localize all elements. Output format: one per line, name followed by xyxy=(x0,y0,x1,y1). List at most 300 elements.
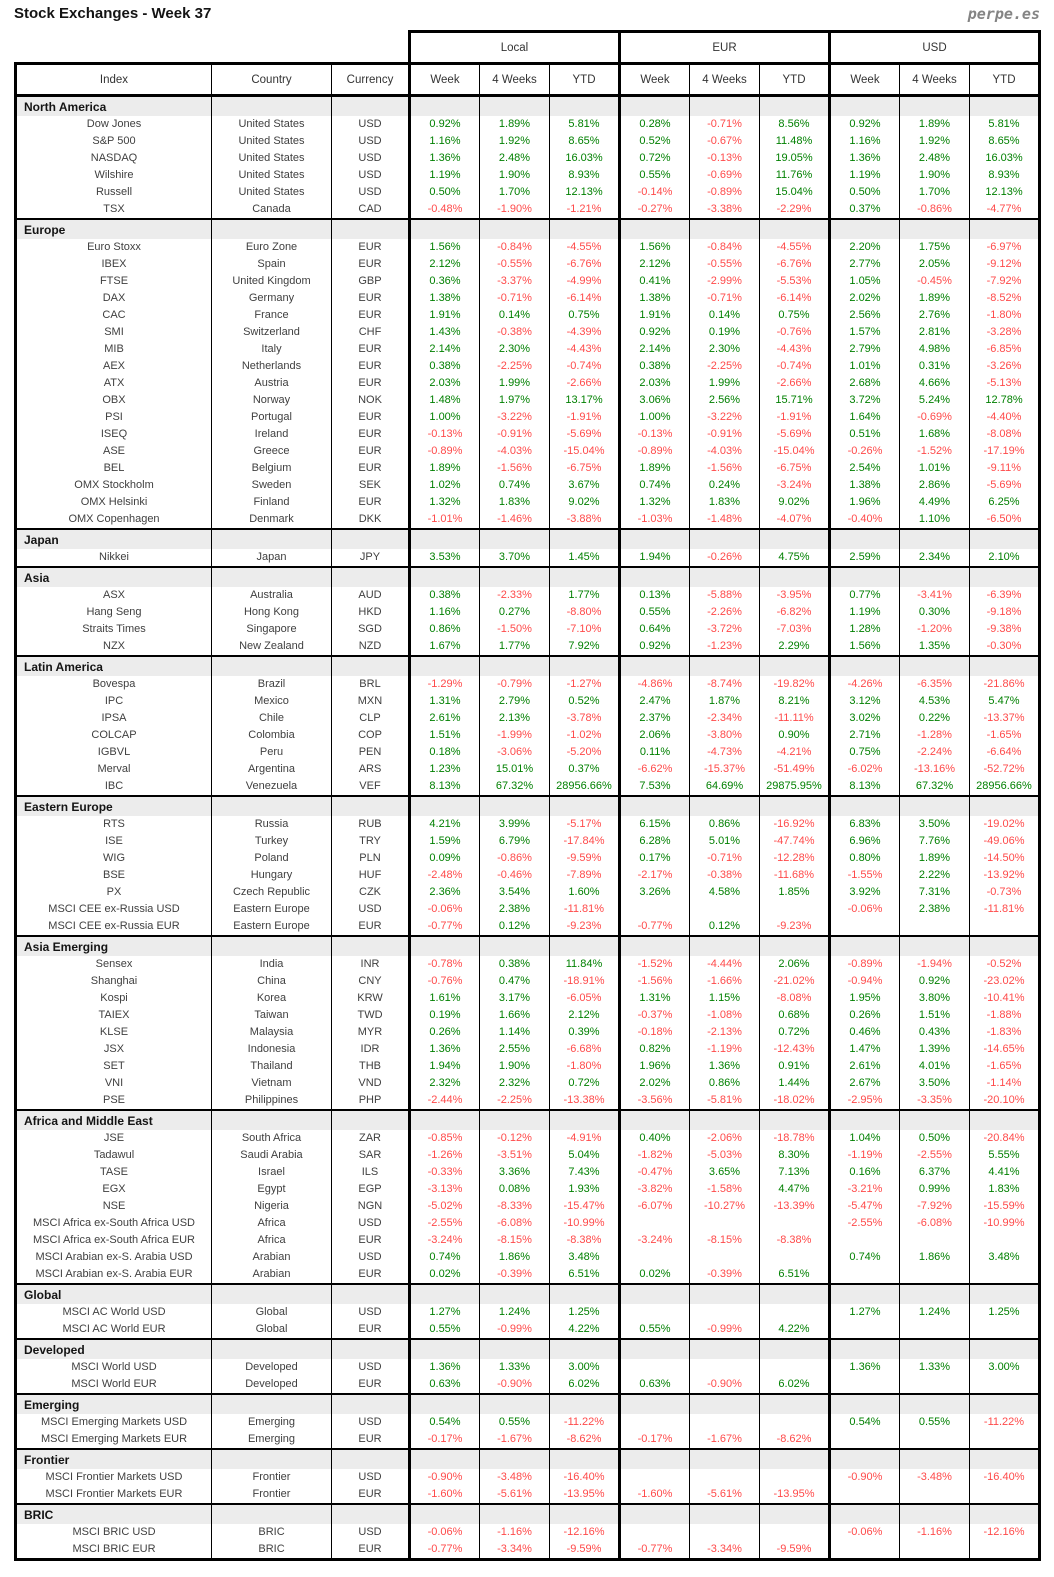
section-cell xyxy=(760,567,830,587)
value-cell: -47.74% xyxy=(760,833,830,850)
value-cell: -0.27% xyxy=(620,201,690,219)
value-cell: 0.82% xyxy=(620,1041,690,1058)
value-cell: 0.43% xyxy=(900,1024,970,1041)
value-cell: -2.25% xyxy=(480,1092,550,1110)
value-cell: 2.55% xyxy=(480,1041,550,1058)
section-cell xyxy=(480,936,550,956)
value-cell: -1.56% xyxy=(620,973,690,990)
value-cell: -4.26% xyxy=(830,676,900,693)
table-row xyxy=(16,358,1040,375)
value-cell: 11.76% xyxy=(760,167,830,184)
value-cell: 1.01% xyxy=(900,460,970,477)
value-cell: 1.66% xyxy=(480,1007,550,1024)
table-row xyxy=(16,693,1040,710)
value-cell: 1.83% xyxy=(690,494,760,511)
currency-cell: USD xyxy=(332,1469,410,1486)
section-cell xyxy=(760,936,830,956)
value-cell: 11.84% xyxy=(550,956,620,973)
value-cell: 5.01% xyxy=(690,833,760,850)
value-cell: -11.81% xyxy=(970,901,1040,918)
table-row xyxy=(16,290,1040,307)
section-cell xyxy=(690,1394,760,1414)
value-cell: -2.44% xyxy=(410,1092,480,1110)
value-cell: -3.22% xyxy=(480,409,550,426)
value-cell: 2.61% xyxy=(830,1058,900,1075)
column-header-index: Index xyxy=(16,64,212,96)
table-row xyxy=(16,409,1040,426)
column-header-week: Week xyxy=(620,64,690,96)
value-cell: -3.24% xyxy=(410,1232,480,1249)
currency-cell: JPY xyxy=(332,549,410,567)
value-cell: 8.65% xyxy=(970,133,1040,150)
currency-cell: EUR xyxy=(332,426,410,443)
table-row xyxy=(16,1541,1040,1560)
section-cell xyxy=(760,656,830,676)
value-cell: -0.18% xyxy=(620,1024,690,1041)
value-cell: -0.86% xyxy=(900,201,970,219)
section-cell xyxy=(620,1284,690,1304)
section-cell xyxy=(212,1504,332,1524)
value-cell: -1.94% xyxy=(900,956,970,973)
value-cell: -3.24% xyxy=(760,477,830,494)
value-cell xyxy=(690,901,760,918)
index-cell: MSCI CEE ex-Russia USD xyxy=(16,901,212,918)
value-cell: -51.49% xyxy=(760,761,830,778)
section-cell xyxy=(970,1394,1040,1414)
index-cell: VNI xyxy=(16,1075,212,1092)
value-cell: 1.89% xyxy=(900,850,970,867)
table-row xyxy=(16,884,1040,901)
section-cell xyxy=(332,1284,410,1304)
value-cell: -11.68% xyxy=(760,867,830,884)
section-cell xyxy=(410,529,480,549)
currency-cell: EUR xyxy=(332,1431,410,1449)
value-cell: -1.56% xyxy=(480,460,550,477)
value-cell: 1.56% xyxy=(620,239,690,256)
table-row xyxy=(16,850,1040,867)
value-cell: -5.02% xyxy=(410,1198,480,1215)
currency-cell: EUR xyxy=(332,239,410,256)
value-cell: 4.75% xyxy=(760,549,830,567)
country-cell: Canada xyxy=(212,201,332,219)
value-cell: -5.81% xyxy=(690,1092,760,1110)
section-cell xyxy=(970,1110,1040,1130)
section-cell xyxy=(212,1284,332,1304)
value-cell: 0.38% xyxy=(620,358,690,375)
value-cell: 1.94% xyxy=(410,1058,480,1075)
value-cell: -0.84% xyxy=(480,239,550,256)
value-cell: -8.74% xyxy=(690,676,760,693)
value-cell: 0.12% xyxy=(480,918,550,936)
currency-cell: EUR xyxy=(332,1541,410,1560)
section-cell xyxy=(480,1110,550,1130)
section-cell xyxy=(690,529,760,549)
value-cell: -0.84% xyxy=(690,239,760,256)
country-cell: BRIC xyxy=(212,1541,332,1560)
index-cell: COLCAP xyxy=(16,727,212,744)
section-cell xyxy=(620,936,690,956)
section-name: Developed xyxy=(16,1339,212,1359)
value-cell: 0.16% xyxy=(830,1164,900,1181)
value-cell: 2.03% xyxy=(620,375,690,392)
currency-cell: EUR xyxy=(332,358,410,375)
value-cell: -4.40% xyxy=(970,409,1040,426)
value-cell xyxy=(900,1486,970,1504)
index-cell: OMX Copenhagen xyxy=(16,511,212,529)
index-cell: MSCI Emerging Markets USD xyxy=(16,1414,212,1431)
value-cell xyxy=(900,1376,970,1394)
section-cell xyxy=(970,96,1040,117)
currency-cell: USD xyxy=(332,1524,410,1541)
currency-cell: SGD xyxy=(332,621,410,638)
table-row xyxy=(16,1486,1040,1504)
value-cell: -0.90% xyxy=(410,1469,480,1486)
value-cell: -0.91% xyxy=(480,426,550,443)
value-cell: -1.65% xyxy=(970,727,1040,744)
value-cell xyxy=(830,1431,900,1449)
value-cell: -1.80% xyxy=(550,1058,620,1075)
value-cell: 2.02% xyxy=(620,1075,690,1092)
value-cell: 0.12% xyxy=(690,918,760,936)
value-cell xyxy=(970,918,1040,936)
section-cell xyxy=(480,1284,550,1304)
value-cell: 12.13% xyxy=(970,184,1040,201)
value-cell xyxy=(830,918,900,936)
value-cell: 0.51% xyxy=(830,426,900,443)
column-header-4-weeks: 4 Weeks xyxy=(690,64,760,96)
value-cell: 1.16% xyxy=(830,133,900,150)
value-cell: 1.36% xyxy=(690,1058,760,1075)
value-cell: -0.86% xyxy=(480,850,550,867)
value-cell: 28956.66% xyxy=(970,778,1040,796)
table-row xyxy=(16,1164,1040,1181)
table-row xyxy=(16,1524,1040,1541)
section-cell xyxy=(690,1504,760,1524)
value-cell: -0.40% xyxy=(830,511,900,529)
section-cell xyxy=(550,219,620,239)
value-cell: -1.48% xyxy=(690,511,760,529)
value-cell: -0.71% xyxy=(480,290,550,307)
value-cell: -13.95% xyxy=(550,1486,620,1504)
section-cell xyxy=(970,567,1040,587)
section-cell xyxy=(410,1449,480,1469)
value-cell: 0.74% xyxy=(480,477,550,494)
section-cell xyxy=(760,796,830,816)
section-cell xyxy=(550,796,620,816)
index-cell: Tadawul xyxy=(16,1147,212,1164)
table-row xyxy=(16,426,1040,443)
value-cell: 3.99% xyxy=(480,816,550,833)
section-name: Global xyxy=(16,1284,212,1304)
value-cell: -1.26% xyxy=(410,1147,480,1164)
value-cell: 1.32% xyxy=(620,494,690,511)
currency-cell: VEF xyxy=(332,778,410,796)
value-cell: 8.21% xyxy=(760,693,830,710)
table-row xyxy=(16,1232,1040,1249)
value-cell: -2.55% xyxy=(900,1147,970,1164)
index-cell: MSCI Emerging Markets EUR xyxy=(16,1431,212,1449)
column-header-currency: Currency xyxy=(332,64,410,96)
value-cell: -1.91% xyxy=(760,409,830,426)
value-cell: 6.02% xyxy=(550,1376,620,1394)
index-cell: MSCI World EUR xyxy=(16,1376,212,1394)
value-cell: 2.32% xyxy=(410,1075,480,1092)
value-cell: -3.48% xyxy=(480,1469,550,1486)
value-cell: -1.52% xyxy=(900,443,970,460)
index-cell: MIB xyxy=(16,341,212,358)
index-cell: MSCI AC World EUR xyxy=(16,1321,212,1339)
value-cell: -1.50% xyxy=(480,621,550,638)
value-cell: -5.47% xyxy=(830,1198,900,1215)
value-cell: 1.93% xyxy=(550,1181,620,1198)
value-cell: -0.90% xyxy=(830,1469,900,1486)
index-cell: PSI xyxy=(16,409,212,426)
value-cell: 0.77% xyxy=(830,587,900,604)
country-cell: Austria xyxy=(212,375,332,392)
value-cell: 6.51% xyxy=(760,1266,830,1284)
value-cell: -0.14% xyxy=(620,184,690,201)
section-cell xyxy=(970,1339,1040,1359)
index-cell: IBC xyxy=(16,778,212,796)
section-cell xyxy=(332,1504,410,1524)
value-cell: -0.91% xyxy=(690,426,760,443)
index-cell: OMX Helsinki xyxy=(16,494,212,511)
value-cell: 5.81% xyxy=(550,116,620,133)
value-cell: -21.86% xyxy=(970,676,1040,693)
index-cell: IPSA xyxy=(16,710,212,727)
value-cell: 1.36% xyxy=(410,150,480,167)
value-cell: -4.03% xyxy=(480,443,550,460)
group-header-row xyxy=(16,32,1040,64)
value-cell: -8.15% xyxy=(480,1232,550,1249)
section-cell xyxy=(620,1339,690,1359)
value-cell: -0.89% xyxy=(690,184,760,201)
country-cell: Global xyxy=(212,1321,332,1339)
value-cell: -1.14% xyxy=(970,1075,1040,1092)
value-cell: -7.92% xyxy=(970,273,1040,290)
value-cell xyxy=(830,1321,900,1339)
value-cell: -0.13% xyxy=(690,150,760,167)
value-cell: 2.10% xyxy=(970,549,1040,567)
value-cell: 1.10% xyxy=(900,511,970,529)
value-cell: 0.39% xyxy=(550,1024,620,1041)
table-row xyxy=(16,1304,1040,1321)
value-cell xyxy=(970,1321,1040,1339)
section-cell xyxy=(900,1110,970,1130)
value-cell: 3.70% xyxy=(480,549,550,567)
index-cell: Euro Stoxx xyxy=(16,239,212,256)
section-name: Latin America xyxy=(16,656,212,676)
section-header-row xyxy=(16,96,1040,117)
value-cell: -2.17% xyxy=(620,867,690,884)
value-cell: 2.34% xyxy=(900,549,970,567)
currency-cell: USD xyxy=(332,1249,410,1266)
value-cell: 1.75% xyxy=(900,239,970,256)
value-cell: -0.52% xyxy=(970,956,1040,973)
currency-cell: USD xyxy=(332,116,410,133)
value-cell: 1.61% xyxy=(410,990,480,1007)
currency-cell: NGN xyxy=(332,1198,410,1215)
table-row xyxy=(16,549,1040,567)
value-cell: -6.68% xyxy=(550,1041,620,1058)
currency-cell: EUR xyxy=(332,307,410,324)
value-cell: -1.56% xyxy=(690,460,760,477)
value-cell: 0.30% xyxy=(900,604,970,621)
value-cell: -1.60% xyxy=(620,1486,690,1504)
section-cell xyxy=(970,1504,1040,1524)
value-cell: -2.48% xyxy=(410,867,480,884)
value-cell: 2.76% xyxy=(900,307,970,324)
value-cell: 0.38% xyxy=(480,956,550,973)
country-cell: Germany xyxy=(212,290,332,307)
value-cell: -2.24% xyxy=(900,744,970,761)
value-cell: 1.86% xyxy=(900,1249,970,1266)
value-cell: -0.48% xyxy=(410,201,480,219)
value-cell: 0.92% xyxy=(620,638,690,656)
value-cell: -1.67% xyxy=(480,1431,550,1449)
value-cell: 1.89% xyxy=(900,116,970,133)
table-row xyxy=(16,460,1040,477)
value-cell: 0.40% xyxy=(620,1130,690,1147)
value-cell: 1.38% xyxy=(620,290,690,307)
value-cell: 3.17% xyxy=(480,990,550,1007)
value-cell: -6.97% xyxy=(970,239,1040,256)
currency-cell: IDR xyxy=(332,1041,410,1058)
value-cell: 0.18% xyxy=(410,744,480,761)
value-cell: -2.66% xyxy=(760,375,830,392)
value-cell: 2.12% xyxy=(410,256,480,273)
value-cell: 3.48% xyxy=(550,1249,620,1266)
value-cell xyxy=(760,1414,830,1431)
index-cell: Dow Jones xyxy=(16,116,212,133)
value-cell: -0.13% xyxy=(620,426,690,443)
value-cell: -15.47% xyxy=(550,1198,620,1215)
value-cell xyxy=(620,1469,690,1486)
value-cell: 3.80% xyxy=(900,990,970,1007)
value-cell: -4.21% xyxy=(760,744,830,761)
value-cell: 0.55% xyxy=(410,1321,480,1339)
table-row xyxy=(16,133,1040,150)
value-cell: -18.91% xyxy=(550,973,620,990)
index-cell: MSCI Frontier Markets USD xyxy=(16,1469,212,1486)
section-cell xyxy=(550,529,620,549)
index-cell: PX xyxy=(16,884,212,901)
value-cell: 28956.66% xyxy=(550,778,620,796)
value-cell: 2.29% xyxy=(760,638,830,656)
country-cell: Thailand xyxy=(212,1058,332,1075)
section-header-row xyxy=(16,1110,1040,1130)
value-cell: 0.74% xyxy=(830,1249,900,1266)
value-cell: 0.99% xyxy=(900,1181,970,1198)
value-cell: -5.17% xyxy=(550,816,620,833)
index-cell: RTS xyxy=(16,816,212,833)
country-cell: Portugal xyxy=(212,409,332,426)
section-cell xyxy=(480,656,550,676)
section-cell xyxy=(760,1339,830,1359)
value-cell: -0.90% xyxy=(690,1376,760,1394)
section-cell xyxy=(410,1110,480,1130)
section-cell xyxy=(410,1394,480,1414)
value-cell: 0.37% xyxy=(550,761,620,778)
value-cell: 0.55% xyxy=(620,604,690,621)
currency-cell: CAD xyxy=(332,201,410,219)
country-cell: Finland xyxy=(212,494,332,511)
value-cell: 0.64% xyxy=(620,621,690,638)
value-cell: 1.24% xyxy=(900,1304,970,1321)
value-cell xyxy=(830,1376,900,1394)
table-row xyxy=(16,273,1040,290)
value-cell: 2.05% xyxy=(900,256,970,273)
page-title: Stock Exchanges - Week 37 xyxy=(14,5,212,22)
value-cell: 0.14% xyxy=(480,307,550,324)
value-cell: -13.95% xyxy=(760,1486,830,1504)
value-cell: -0.55% xyxy=(480,256,550,273)
table-row xyxy=(16,150,1040,167)
value-cell: 0.22% xyxy=(900,710,970,727)
index-cell: IGBVL xyxy=(16,744,212,761)
value-cell: -1.19% xyxy=(690,1041,760,1058)
value-cell: -16.40% xyxy=(550,1469,620,1486)
value-cell: 2.54% xyxy=(830,460,900,477)
value-cell xyxy=(830,1266,900,1284)
value-cell: 5.47% xyxy=(970,693,1040,710)
country-cell: Ireland xyxy=(212,426,332,443)
table-row xyxy=(16,1092,1040,1110)
value-cell: 0.26% xyxy=(830,1007,900,1024)
value-cell: 0.74% xyxy=(620,477,690,494)
section-cell xyxy=(332,96,410,117)
value-cell: -23.02% xyxy=(970,973,1040,990)
table-row xyxy=(16,676,1040,693)
value-cell: 1.24% xyxy=(480,1304,550,1321)
value-cell: 13.17% xyxy=(550,392,620,409)
value-cell: -16.40% xyxy=(970,1469,1040,1486)
value-cell: -1.19% xyxy=(830,1147,900,1164)
value-cell: -0.77% xyxy=(410,918,480,936)
value-cell: -1.52% xyxy=(620,956,690,973)
value-cell: -3.56% xyxy=(620,1092,690,1110)
country-cell: France xyxy=(212,307,332,324)
value-cell: -13.92% xyxy=(970,867,1040,884)
index-cell: MSCI AC World USD xyxy=(16,1304,212,1321)
table-row xyxy=(16,1266,1040,1284)
value-cell: 1.28% xyxy=(830,621,900,638)
section-cell xyxy=(332,1110,410,1130)
section-cell xyxy=(690,656,760,676)
value-cell: -8.62% xyxy=(760,1431,830,1449)
value-cell: -15.04% xyxy=(760,443,830,460)
currency-cell: GBP xyxy=(332,273,410,290)
value-cell: 1.89% xyxy=(900,290,970,307)
value-cell: -6.62% xyxy=(620,761,690,778)
value-cell: 0.55% xyxy=(620,167,690,184)
value-cell xyxy=(900,918,970,936)
currency-cell: CZK xyxy=(332,884,410,901)
table-row xyxy=(16,778,1040,796)
section-cell xyxy=(970,936,1040,956)
index-cell: EGX xyxy=(16,1181,212,1198)
country-cell: Hong Kong xyxy=(212,604,332,621)
value-cell: -5.69% xyxy=(970,477,1040,494)
value-cell: 0.86% xyxy=(690,816,760,833)
value-cell: -2.99% xyxy=(690,273,760,290)
value-cell: -9.23% xyxy=(550,918,620,936)
currency-cell: TRY xyxy=(332,833,410,850)
value-cell: -5.88% xyxy=(690,587,760,604)
value-cell: 0.50% xyxy=(900,1130,970,1147)
value-cell: 1.19% xyxy=(830,167,900,184)
column-header-week: Week xyxy=(410,64,480,96)
